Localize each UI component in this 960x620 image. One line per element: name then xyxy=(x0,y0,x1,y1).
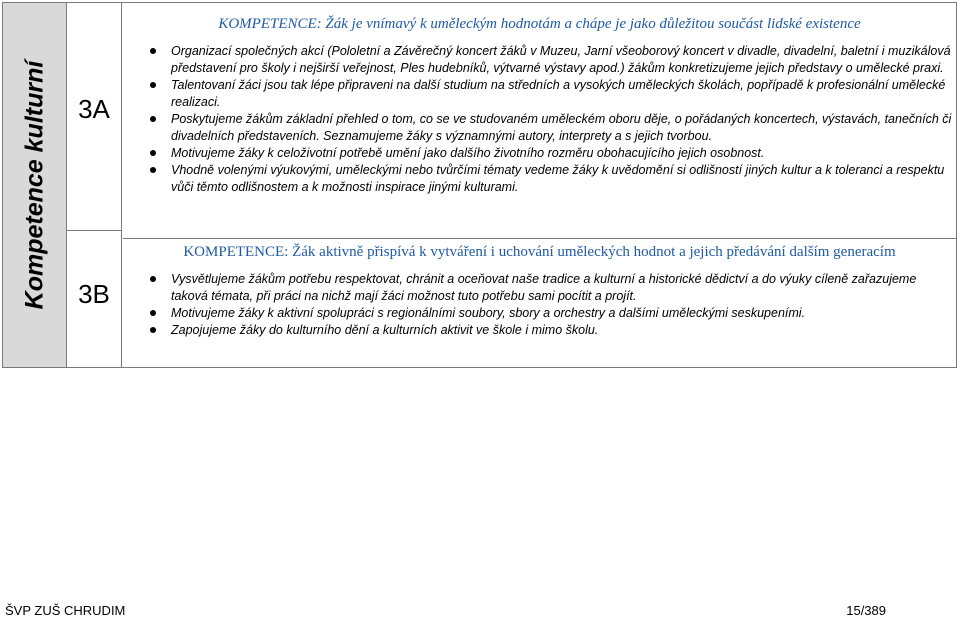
code-column xyxy=(67,3,122,367)
bullet-icon xyxy=(150,150,156,156)
bullet-icon xyxy=(150,327,156,333)
list-item: Motivujeme žáky k celoživotní potřebě umění jako dalšího životního rozměru obohacujícího jejich osobnost. xyxy=(171,145,954,162)
footer-page-number: 15/389 xyxy=(846,603,886,618)
bullet-icon xyxy=(150,310,156,316)
section-title-3a: KOMPETENCE: Žák je vnímavý k uměleckým hodnotám a chápe je jako důležitou součást lidské existence xyxy=(218,16,861,32)
list-item: Talentovaní žáci jsou tak lépe připraveni na další studium na středních a vysokých uměleckých školách, popřípadě k profesionální umělecké realizaci. xyxy=(171,77,954,111)
bullet-icon xyxy=(150,48,156,54)
list-item: Vhodně volenými výukovými, uměleckými nebo tvůrčími tématy vedeme žáky k uvědomění si odlišností jiných kultur a k toleranci a respektu vůči těmto odlišnostem a k možnosti inspirace jinými kulturami. xyxy=(171,162,954,196)
section-title-3b: KOMPETENCE: Žák aktivně přispívá k vytváření i uchování uměleckých hodnot a jejich předávání dalším generacím xyxy=(183,244,896,260)
bullet-icon xyxy=(150,82,156,88)
bullet-icon xyxy=(150,167,156,173)
side-label: Kompetence kulturní xyxy=(20,60,49,310)
section-code-3b: 3B xyxy=(78,279,110,309)
competence-table xyxy=(2,2,957,368)
bullet-icon xyxy=(150,276,156,282)
code-divider xyxy=(67,230,121,231)
section-divider xyxy=(123,238,956,239)
side-label-cell xyxy=(3,3,67,367)
list-item: Organizací společných akcí (Pololetní a Závěrečný koncert žáků v Muzeu, Jarní všeoborový koncert v divadle, divadelní, baletní i muzikálová představení pro školy i nejširší veřejnost, Ples hudebníků, výtvarné výstavy apod.) žákům konkretizujeme jejich představy o umělecké praxi. xyxy=(171,43,954,77)
footer-doc-name: ŠVP ZUŠ CHRUDIM xyxy=(5,603,126,618)
list-item: Poskytujeme žákům základní přehled o tom, co se ve studovaném uměleckém oboru děje, o pořádaných koncertech, výstavách, tanečních či divadelních představeních. Seznamujeme žáky s významnými autory, interprety a s jejich tvorbou. xyxy=(171,111,954,145)
section-code-3a: 3A xyxy=(78,94,110,124)
bullet-icon xyxy=(150,116,156,122)
list-item: Motivujeme žáky k aktivní spolupráci s regionálními soubory, sbory a orchestry a dalšími uměleckými seskupeními. xyxy=(171,305,954,322)
list-item: Zapojujeme žáky do kulturního dění a kulturních aktivit ve škole i mimo školu. xyxy=(171,322,954,339)
list-item: Vysvětlujeme žákům potřebu respektovat, chránit a oceňovat naše tradice a kulturní a historické dědictví a do výuky cíleně zařazujeme taková témata, při práci na nichž mají žáci možnost tuto potřebu sami pocítit a projít. xyxy=(171,271,954,305)
section-list-3b xyxy=(171,271,954,339)
content-column xyxy=(123,3,956,367)
section-list-3a xyxy=(171,43,954,196)
